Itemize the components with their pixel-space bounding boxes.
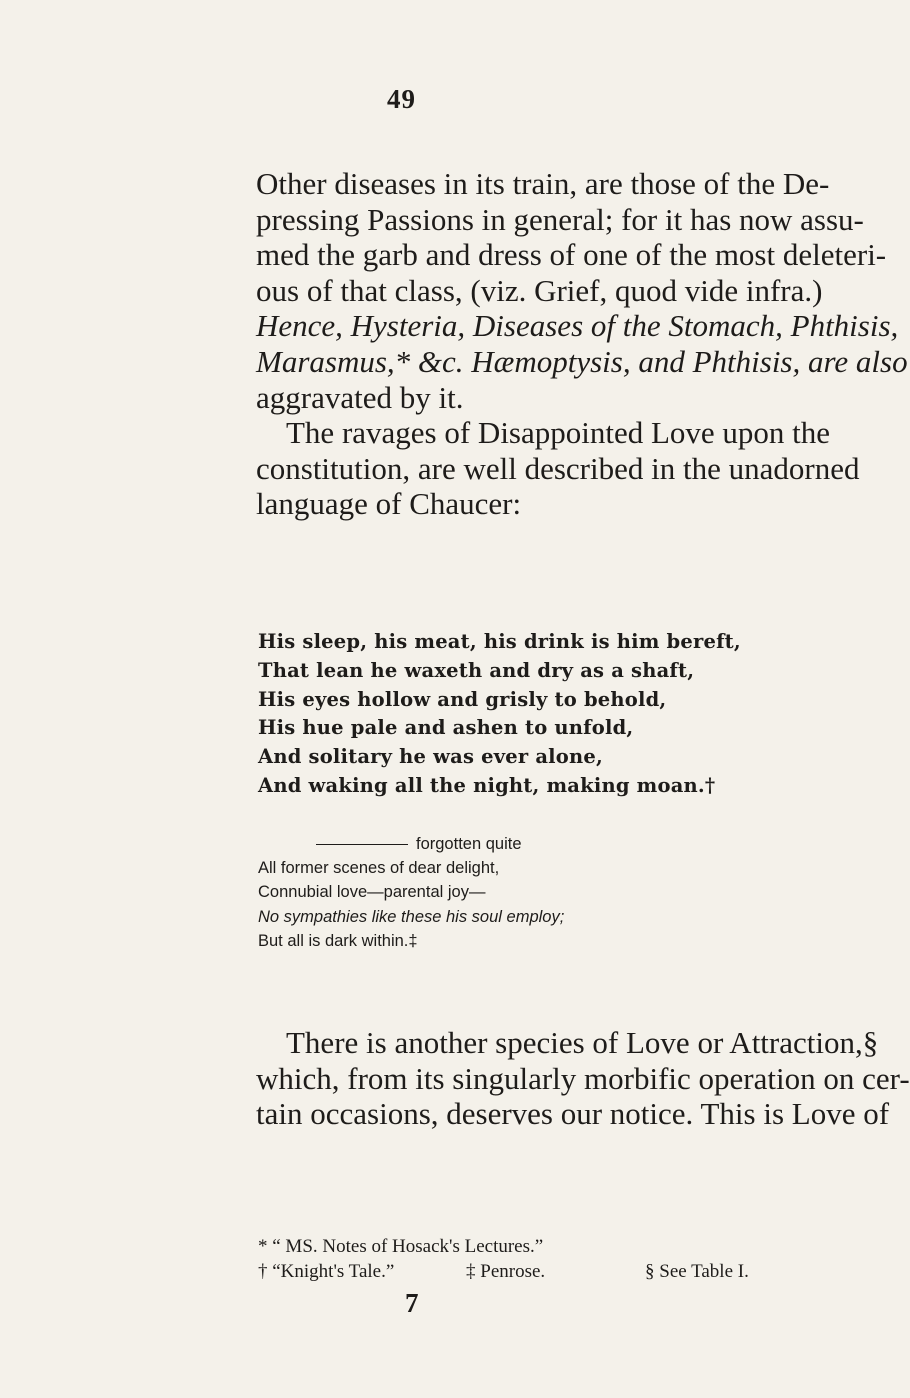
body-paragraph-1 — [256, 166, 908, 522]
footnote-text: † “Knight's Tale.” — [258, 1261, 395, 1282]
penrose-quotation — [258, 832, 564, 953]
text-line: constitution, are well described in the unadorned — [256, 450, 860, 486]
text-line: which, from its singularly morbific operation on cer- — [256, 1060, 910, 1096]
verse-line: His eyes hollow and grisly to behold, — [258, 687, 667, 711]
text-line: med the garb and dress of one of the most deleteri- — [256, 237, 887, 273]
verse-line: And waking all the night, making moan.† — [258, 773, 716, 797]
footnote — [258, 1234, 798, 1259]
verse-line: forgotten quite — [258, 832, 564, 856]
verse-line: But all is dark within.‡ — [258, 931, 418, 950]
verse-line: His sleep, his meat, his drink is him bereft, — [258, 630, 741, 653]
text-line: There is another species of Love or Attraction,§ — [286, 1025, 879, 1060]
text-line: The ravages of Disappointed Love upon the — [286, 415, 831, 451]
page-number: 49 — [387, 84, 416, 114]
verse-line: All former scenes of dear delight, — [258, 859, 500, 878]
chaucer-quotation — [258, 628, 741, 801]
verse-line: Connubial love—parental joy— — [258, 883, 486, 902]
signature-mark: 7 — [405, 1288, 419, 1318]
verse-line: His hue pale and ashen to unfold, — [258, 716, 634, 740]
text-line: Marasmus,* &c. Hæmoptysis, and Phthisis, are also — [256, 343, 908, 379]
footnote-text: * “ MS. Notes of Hosack's Lectures.” — [258, 1236, 544, 1257]
text-line: pressing Passions in general; for it has now assu- — [256, 201, 864, 237]
text-line: ous of that class, (viz. Grief, quod vide infra.) — [256, 272, 823, 308]
verse-line: And solitary he was ever alone, — [258, 745, 603, 769]
text-line: language of Chaucer: — [256, 486, 522, 522]
footnotes — [258, 1234, 798, 1284]
text-line: Other diseases in its train, are those of the De- — [256, 166, 830, 201]
footnote-row — [258, 1259, 798, 1284]
text-line: aggravated by it. — [256, 379, 464, 415]
text-line: Hence, Hysteria, Diseases of the Stomach, Phthisis, — [256, 308, 899, 344]
footnote-text: ‡ Penrose. — [466, 1261, 546, 1282]
text-line: tain occasions, deserves our notice. This is Love of — [256, 1096, 890, 1132]
verse-line: That lean he waxeth and dry as a shaft, — [258, 658, 695, 682]
body-paragraph-2 — [256, 1025, 910, 1132]
footnote-text: § See Table I. — [645, 1261, 749, 1282]
verse-line: No sympathies like these his soul employ; — [258, 907, 565, 926]
